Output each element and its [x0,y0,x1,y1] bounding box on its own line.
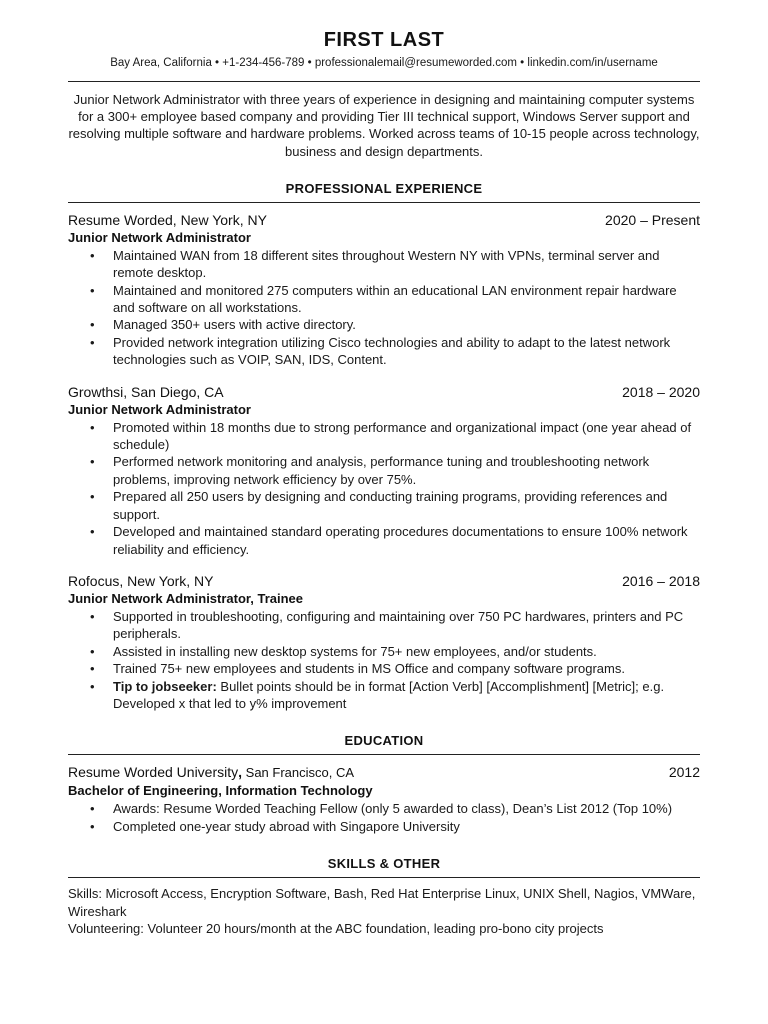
job-bullet: • Maintained and monitored 275 computers within an educational LAN environment repair hardware and software on all workstations. [68,282,700,317]
job-role: Junior Network Administrator [68,401,251,417]
job-bullet: • Prepared all 250 users by designing and conducting training programs, providing references and support. [68,488,700,523]
candidate-name: FIRST LAST [323,29,445,51]
job-entry [68,383,700,558]
education-institution [68,763,354,782]
job-bullets [68,419,700,558]
section-title-experience: PROFESSIONAL EXPERIENCE [285,180,483,196]
skills-block [68,885,700,937]
job-company: Rofocus, New York, NY [68,572,214,589]
job-bullet: • Performed network monitoring and analysis, performance tuning and troubleshooting network problems, improving network efficiency by over 75%. [68,453,700,488]
header-divider [68,81,700,82]
job-bullet: • Supported in troubleshooting, configuring and maintaining over 750 PC hardwares, printers and PC peripherals. [68,608,700,643]
school-city: San Francisco, CA [242,765,355,781]
education-entry [68,763,700,835]
summary-paragraph: Junior Network Administrator with three years of experience in designing and maintaining computer systems for a 300+ employee based company and providing Tier III technical support, Windows Server support and resolving multiple software and hardware problems. Worked across teams of 10-15 people across technology, business and design departments. [68,92,700,159]
job-company: Growthsi, San Diego, CA [68,383,224,400]
education-header [68,763,700,782]
tip-text: Bullet points should be in format [Action Verb] [Accomplishment] [Metric]; e.g. Developed x that led to y% improvement [113,678,665,711]
school-separator: , [238,764,243,781]
job-dates: 2018 – 2020 [622,383,700,400]
job-dates: 2020 – Present [605,211,700,228]
education-year: 2012 [668,764,700,781]
section-title-education: EDUCATION [344,733,424,749]
education-bullets [68,800,700,835]
contact-line: Bay Area, California • +1-234-456-789 • professionalemail@resumeworded.com • linkedin.com/in/username [110,57,658,69]
job-role: Junior Network Administrator, Trainee [68,590,304,606]
job-role: Junior Network Administrator [68,229,251,245]
tip-bullet [68,678,700,713]
skills-divider [68,877,700,878]
section-title-skills: SKILLS & OTHER [327,856,441,872]
job-bullet: • Promoted within 18 months due to strong performance and organizational impact (one year ahead of schedule) [68,419,700,454]
education-bullet: • Completed one-year study abroad with Singapore University [68,818,700,835]
education-bullet: • Awards: Resume Worded Teaching Fellow (only 5 awarded to class), Dean’s List 2012 (Top 10%) [68,800,700,817]
experience-list [68,211,700,713]
job-entry [68,211,700,369]
job-bullets [68,247,700,369]
job-header [68,211,700,229]
job-bullet: • Assisted in installing new desktop systems for 75+ new employees, and/or students. [68,643,700,660]
job-header [68,572,700,590]
job-company: Resume Worded, New York, NY [68,211,267,228]
experience-divider [68,202,700,203]
volunteering-line: Volunteering: Volunteer 20 hours/month at the ABC foundation, leading pro-bono city projects [68,920,604,936]
job-header [68,383,700,401]
job-bullet: • Maintained WAN from 18 different sites throughout Western NY with VPNs, terminal server and remote desktop. [68,247,700,282]
job-bullet: • Provided network integration utilizing Cisco technologies and ability to adapt to the latest network technologies such as VOIP, SAN, IDS, Content. [68,334,700,369]
skills-line: Skills: Microsoft Access, Encryption Software, Bash, Red Hat Enterprise Linux, UNIX Shell, Nagios, VMWare, Wireshark [68,886,696,919]
job-bullet: • Managed 350+ users with active directory. [68,316,700,333]
degree-title: Bachelor of Engineering, Information Technology [68,783,373,799]
job-bullet: • Trained 75+ new employees and students in MS Office and company software programs. [68,660,700,677]
school-name: Resume Worded University [68,764,239,781]
job-bullet: • Developed and maintained standard operating procedures documentations to ensure 100% network reliability and efficiency. [68,523,700,558]
education-divider [68,754,700,755]
job-bullets [68,608,700,712]
tip-label: Tip to jobseeker: [113,678,217,694]
job-dates: 2016 – 2018 [622,572,700,589]
job-entry [68,572,700,712]
